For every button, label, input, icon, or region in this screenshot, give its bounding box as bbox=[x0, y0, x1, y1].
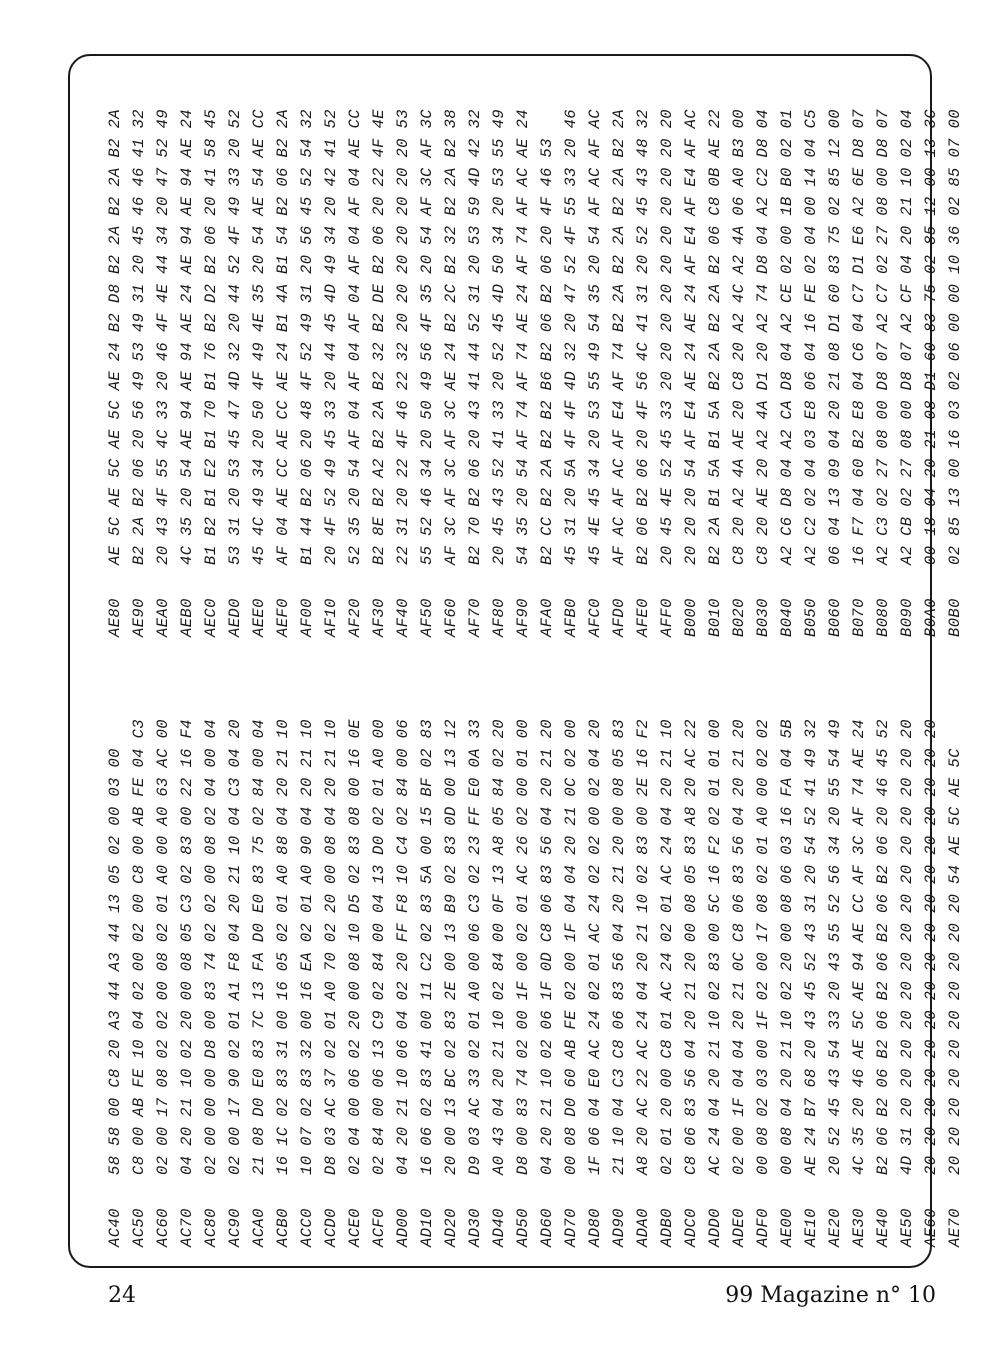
row-address: ACA0 bbox=[250, 1208, 268, 1247]
listing-row bbox=[559, 109, 583, 637]
listing-row bbox=[247, 109, 271, 637]
row-address: B070 bbox=[850, 598, 868, 637]
row-address: AF60 bbox=[442, 598, 460, 637]
listing-row bbox=[799, 719, 823, 1247]
row-bytes: 20 00 13 BC 02 83 2E 00 13 B9 02 83 0D 00 13 12 bbox=[442, 719, 460, 1175]
row-bytes: 4C 35 20 46 AE 5C AE 94 AE CC AF 3C AF 74 AE 24 bbox=[850, 719, 868, 1175]
row-address: AE90 bbox=[130, 598, 148, 637]
listing-row bbox=[799, 109, 823, 637]
row-bytes: 02 00 17 90 02 01 A1 F8 04 20 21 10 04 C3 04 20 bbox=[226, 719, 244, 1175]
row-address: AE40 bbox=[874, 1208, 892, 1247]
row-bytes: B2 CC B2 2A B2 B2 B6 B2 06 B2 06 20 4F 46 53 bbox=[538, 138, 556, 565]
row-address: AC90 bbox=[226, 1208, 244, 1247]
row-address: AFA0 bbox=[538, 598, 556, 637]
row-address: B0B0 bbox=[946, 598, 964, 637]
row-address: AE50 bbox=[898, 1208, 916, 1247]
row-address: AD50 bbox=[514, 1208, 532, 1247]
row-address: AC60 bbox=[154, 1208, 172, 1247]
row-bytes: 00 18 04 20 21 08 D1 60 83 75 02 85 12 00 13 3C bbox=[922, 109, 940, 565]
row-address: AD10 bbox=[418, 1208, 436, 1247]
listing-row bbox=[127, 109, 151, 637]
row-bytes: 45 31 20 5A 4F 4F 4D 32 20 47 52 4F 55 33 20 46 bbox=[562, 109, 580, 565]
listing-row bbox=[151, 719, 175, 1247]
row-address: AEC0 bbox=[202, 598, 220, 637]
row-bytes: 1F 06 04 E0 AC 24 02 01 AC 24 02 02 00 02 04 20 bbox=[586, 719, 604, 1175]
row-bytes: 45 4E 45 34 20 53 55 49 54 35 20 54 AF AC AF AC bbox=[586, 109, 604, 565]
row-address: AC70 bbox=[178, 1208, 196, 1247]
row-bytes: 04 20 21 10 02 20 00 08 05 C3 02 83 00 22 16 F4 bbox=[178, 719, 196, 1175]
row-bytes: 54 35 20 54 AF 74 AF 74 AE 24 AF 74 AF AC AE 24 bbox=[514, 109, 532, 565]
row-bytes: 58 58 00 C8 20 A3 44 A3 44 13 05 02 00 03 00 bbox=[106, 748, 124, 1175]
listing-row bbox=[535, 719, 559, 1247]
row-bytes: C8 00 AB FE 10 04 02 00 02 00 C8 00 AB FE 04 C3 bbox=[130, 719, 148, 1175]
row-address: ADB0 bbox=[658, 1208, 676, 1247]
row-address: AE20 bbox=[826, 1208, 844, 1247]
row-bytes: 52 35 20 54 AF 04 AF 04 AF 04 AF 04 AF 04 AE CC bbox=[346, 109, 364, 565]
row-bytes: A8 20 AC 22 AC 24 04 20 21 10 02 83 00 2E 16 F2 bbox=[634, 719, 652, 1175]
row-bytes: B2 2A B2 06 20 56 49 53 49 31 20 45 46 46 41 32 bbox=[130, 109, 148, 565]
listing-row bbox=[223, 109, 247, 637]
row-bytes: 55 52 46 34 20 50 49 56 4F 35 20 54 AF 3C AF 3C bbox=[418, 109, 436, 565]
row-bytes: C8 20 AE 20 A2 4A D1 20 A2 74 D8 04 A2 C2 D8 04 bbox=[754, 109, 772, 565]
listing-row bbox=[727, 719, 751, 1247]
row-bytes: 00 08 04 20 21 10 02 20 00 08 06 03 16 FA 04 5B bbox=[778, 719, 796, 1175]
row-bytes: 10 07 02 83 32 00 16 EA 02 01 A0 90 04 20 21 10 bbox=[298, 719, 316, 1175]
row-bytes: 06 04 13 09 04 20 21 08 D1 60 83 75 02 85 12 00 bbox=[826, 109, 844, 565]
row-bytes: 20 43 4F 55 4C 33 20 46 4F 4E 44 34 20 47 52 49 bbox=[154, 109, 172, 565]
listing-row bbox=[727, 109, 751, 637]
row-bytes: 53 31 20 53 45 47 4D 32 20 44 52 4F 49 33 20 52 bbox=[226, 109, 244, 565]
listing-row bbox=[127, 719, 151, 1247]
row-bytes: A2 C6 D8 04 A2 CA D8 04 A2 CE 02 00 1B B0 02 01 bbox=[778, 109, 796, 565]
listing-row bbox=[703, 109, 727, 637]
row-bytes: 00 08 D0 60 AB FE 02 00 1F 04 04 20 21 0C 02 00 bbox=[562, 719, 580, 1175]
listing-row bbox=[631, 109, 655, 637]
row-address: ADF0 bbox=[754, 1208, 772, 1247]
row-address: AD80 bbox=[586, 1208, 604, 1247]
row-address: AD70 bbox=[562, 1208, 580, 1247]
row-address: AE80 bbox=[106, 598, 124, 637]
listing-row bbox=[895, 719, 919, 1247]
listing-row bbox=[487, 109, 511, 637]
listing-row bbox=[319, 109, 343, 637]
row-address: AC40 bbox=[106, 1208, 124, 1247]
listing-row bbox=[223, 719, 247, 1247]
listing-row bbox=[823, 719, 847, 1247]
row-address: AF50 bbox=[418, 598, 436, 637]
listing-row bbox=[511, 109, 535, 637]
row-address: ACF0 bbox=[370, 1208, 388, 1247]
row-bytes: B1 B2 B1 E2 B1 70 B1 76 B2 D2 B2 06 20 41 58 45 bbox=[202, 109, 220, 565]
row-bytes: 02 04 00 06 02 20 00 08 10 D5 02 83 08 00 16 0E bbox=[346, 719, 364, 1175]
row-address: B080 bbox=[874, 598, 892, 637]
row-bytes: 16 F7 04 60 B2 E8 04 C6 04 C7 D1 E6 A2 6E D8 07 bbox=[850, 109, 868, 565]
row-bytes: B2 70 B2 06 20 43 41 44 52 31 20 53 59 4D 42 32 bbox=[466, 109, 484, 565]
row-address: AFE0 bbox=[634, 598, 652, 637]
listing-row bbox=[487, 719, 511, 1247]
row-bytes: AF 04 AE CC AE CC AE 24 B1 4A B1 54 B2 06 B2 2A bbox=[274, 109, 292, 565]
row-bytes: 20 45 43 52 41 33 20 52 45 4D 50 34 20 53 55 49 bbox=[490, 109, 508, 565]
row-bytes: 45 4C 49 34 20 50 4F 49 4E 35 20 54 AE 54 AE CC bbox=[250, 109, 268, 565]
row-bytes: 00 08 02 03 00 1F 02 00 17 08 02 01 A0 00 02 02 bbox=[754, 719, 772, 1175]
row-bytes: D8 03 AC 37 02 01 A0 70 02 20 00 08 04 20 21 10 bbox=[322, 719, 340, 1175]
listing-row bbox=[751, 109, 775, 637]
row-address: AD00 bbox=[394, 1208, 412, 1247]
listing-row bbox=[775, 719, 799, 1247]
row-address: B050 bbox=[802, 598, 820, 637]
row-bytes: 02 00 00 00 D8 00 83 74 02 02 00 08 02 04 00 04 bbox=[202, 719, 220, 1175]
listing-row bbox=[271, 109, 295, 637]
row-bytes: 02 85 13 00 16 03 02 06 00 00 10 36 02 85 07 00 bbox=[946, 109, 964, 565]
listing-row bbox=[943, 109, 967, 637]
row-bytes: 16 1C 02 83 31 00 16 05 02 01 A0 88 04 20 21 10 bbox=[274, 719, 292, 1175]
row-address: AE60 bbox=[922, 1208, 940, 1247]
row-address: ACB0 bbox=[274, 1208, 292, 1247]
row-address: ACD0 bbox=[322, 1208, 340, 1247]
listing-row bbox=[631, 719, 655, 1247]
row-address: AF40 bbox=[394, 598, 412, 637]
listing-row bbox=[319, 719, 343, 1247]
listing-row bbox=[679, 719, 703, 1247]
listing-row bbox=[415, 719, 439, 1247]
listing-row bbox=[847, 109, 871, 637]
row-bytes: A2 CB 02 27 08 00 D8 07 A2 CF 04 20 21 10 02 04 bbox=[898, 109, 916, 565]
listing-row bbox=[583, 719, 607, 1247]
row-address: AF30 bbox=[370, 598, 388, 637]
listing-row bbox=[607, 719, 631, 1247]
listing-row bbox=[439, 719, 463, 1247]
row-bytes: B2 8E B2 A2 B2 2A B2 32 B2 DE B2 06 20 22 4F 4E bbox=[370, 109, 388, 565]
row-bytes: 02 84 00 06 13 C9 02 84 00 04 13 D0 02 01 A0 00 bbox=[370, 719, 388, 1175]
row-address: AF80 bbox=[490, 598, 508, 637]
listing-row bbox=[439, 109, 463, 637]
row-address: ADC0 bbox=[682, 1208, 700, 1247]
row-address: AD60 bbox=[538, 1208, 556, 1247]
row-address: ADE0 bbox=[730, 1208, 748, 1247]
row-bytes: 20 45 4E 52 45 33 20 20 20 20 20 20 20 20 20 20 bbox=[658, 109, 676, 565]
listing-row bbox=[367, 719, 391, 1247]
row-bytes: AE 5C AE 5C AE 5C AE 24 B2 D8 B2 2A B2 2A B2 2A bbox=[106, 109, 124, 565]
hex-listing bbox=[103, 77, 964, 1247]
listing-row bbox=[895, 109, 919, 637]
row-bytes: B2 06 B2 06 20 4F 56 4C 41 31 20 52 45 43 48 32 bbox=[634, 109, 652, 565]
row-address: AEB0 bbox=[178, 598, 196, 637]
row-address: AF10 bbox=[322, 598, 340, 637]
row-address: B010 bbox=[706, 598, 724, 637]
listing-row bbox=[343, 109, 367, 637]
listing-row bbox=[919, 109, 943, 637]
listing-row bbox=[367, 109, 391, 637]
row-address: B060 bbox=[826, 598, 844, 637]
row-bytes: 21 10 04 C3 C8 06 83 56 04 20 21 20 00 08 05 83 bbox=[610, 719, 628, 1175]
listing-row bbox=[103, 719, 127, 1247]
row-bytes: 4D 31 20 20 20 20 20 20 20 20 20 20 20 20 20 20 bbox=[898, 719, 916, 1175]
row-bytes: B2 2A B1 5A B1 5A B2 2A B2 2A B2 06 C8 0B AE 22 bbox=[706, 109, 724, 565]
row-address: ACC0 bbox=[298, 1208, 316, 1247]
row-address: AD90 bbox=[610, 1208, 628, 1247]
listing-row bbox=[199, 109, 223, 637]
row-address: AC80 bbox=[202, 1208, 220, 1247]
listing-row bbox=[199, 719, 223, 1247]
row-address: ADA0 bbox=[634, 1208, 652, 1247]
listing-row bbox=[247, 719, 271, 1247]
listing-row bbox=[271, 719, 295, 1247]
row-address: AFC0 bbox=[586, 598, 604, 637]
row-bytes: B1 44 B2 06 20 48 4F 52 49 31 20 56 45 52 54 32 bbox=[298, 109, 316, 565]
row-address: AEA0 bbox=[154, 598, 172, 637]
listing-row bbox=[391, 109, 415, 637]
row-bytes: D8 00 83 74 02 00 1F 00 02 01 AC 26 02 00 01 00 bbox=[514, 719, 532, 1175]
row-bytes: AF AC AF AC AF E4 AF 74 B2 2A B2 2A B2 2A B2 2A bbox=[610, 109, 628, 565]
row-address: ACE0 bbox=[346, 1208, 364, 1247]
row-address: AC50 bbox=[130, 1208, 148, 1247]
row-bytes: 02 01 20 00 C8 01 AC 24 02 01 AC 24 04 20 21 10 bbox=[658, 719, 676, 1175]
row-address: AEE0 bbox=[250, 598, 268, 637]
row-bytes: AF 3C AF 3C AF 3C AE 24 B2 2C B2 32 B2 2A B2 38 bbox=[442, 109, 460, 565]
listing-row bbox=[679, 109, 703, 637]
row-bytes: 20 20 20 20 20 20 20 20 20 20 20 20 20 20 20 20 bbox=[922, 719, 940, 1175]
row-address: B000 bbox=[682, 598, 700, 637]
magazine-issue: 99 Magazine n° 10 bbox=[725, 1283, 936, 1308]
listing-row bbox=[919, 719, 943, 1247]
row-address: AF90 bbox=[514, 598, 532, 637]
row-bytes: A2 C2 02 04 03 E8 06 04 16 FE 02 04 00 14 04 C5 bbox=[802, 109, 820, 565]
row-address: AE00 bbox=[778, 1208, 796, 1247]
row-address: B090 bbox=[898, 598, 916, 637]
row-address: B040 bbox=[778, 598, 796, 637]
row-bytes: A2 C3 02 27 08 00 D8 07 A2 C7 02 27 08 00 D8 07 bbox=[874, 109, 892, 565]
row-address: AFF0 bbox=[658, 598, 676, 637]
row-address: AD30 bbox=[466, 1208, 484, 1247]
row-address: AE30 bbox=[850, 1208, 868, 1247]
row-address: ADD0 bbox=[706, 1208, 724, 1247]
listing-row bbox=[463, 109, 487, 637]
row-address: AE10 bbox=[802, 1208, 820, 1247]
row-bytes: 04 20 21 10 02 06 1F 0D C8 06 83 56 04 20 21 20 bbox=[538, 719, 556, 1175]
listing-row bbox=[943, 719, 967, 1247]
listing-row bbox=[463, 719, 487, 1247]
listing-row bbox=[607, 109, 631, 637]
row-bytes: 22 31 20 22 4F 46 22 32 20 20 20 20 20 20 20 53 bbox=[394, 109, 412, 565]
row-bytes: AE 24 B7 68 20 43 45 52 43 31 20 54 52 41 49 32 bbox=[802, 719, 820, 1175]
listing-row bbox=[415, 109, 439, 637]
listing-row bbox=[775, 109, 799, 637]
listing-row bbox=[703, 719, 727, 1247]
row-bytes: C8 06 83 56 04 20 21 20 00 08 05 83 A8 20 AC 22 bbox=[682, 719, 700, 1175]
listing-row bbox=[391, 719, 415, 1247]
row-address: AE70 bbox=[946, 1208, 964, 1247]
row-bytes: 20 52 45 43 54 33 20 43 55 52 56 34 20 55 54 49 bbox=[826, 719, 844, 1175]
row-bytes: 20 4F 52 49 45 33 20 44 45 4D 49 34 20 42 41 52 bbox=[322, 109, 340, 565]
row-bytes: A0 43 04 20 21 10 02 84 00 0F 13 A8 05 84 02 20 bbox=[490, 719, 508, 1175]
row-bytes: 20 20 20 20 20 20 20 20 20 20 54 AE 5C AE 5C bbox=[946, 748, 964, 1175]
listing-row bbox=[343, 719, 367, 1247]
row-address: B030 bbox=[754, 598, 772, 637]
row-bytes: 16 06 02 83 41 00 11 C2 02 83 5A 00 15 BF 02 83 bbox=[418, 719, 436, 1175]
listing-row bbox=[151, 109, 175, 637]
listing-row bbox=[175, 109, 199, 637]
listing-row bbox=[559, 719, 583, 1247]
row-address: AF00 bbox=[298, 598, 316, 637]
row-address: AD20 bbox=[442, 1208, 460, 1247]
listing-row bbox=[511, 719, 535, 1247]
row-address: AF70 bbox=[466, 598, 484, 637]
listing-row bbox=[655, 719, 679, 1247]
row-address: AED0 bbox=[226, 598, 244, 637]
listing-column-left bbox=[103, 719, 967, 1247]
row-bytes: D9 03 AC 33 02 01 A0 00 06 C3 02 23 FF E0 0A 33 bbox=[466, 719, 484, 1175]
row-address: AD40 bbox=[490, 1208, 508, 1247]
listing-row bbox=[751, 719, 775, 1247]
row-bytes: C8 20 A2 4A AE 20 C8 20 A2 4C A2 4A 06 A0 B3 00 bbox=[730, 109, 748, 565]
listing-column-right bbox=[103, 109, 967, 637]
row-bytes: 04 20 21 10 06 04 02 20 FF F8 10 C4 02 84 00 06 bbox=[394, 719, 412, 1175]
listing-row bbox=[583, 109, 607, 637]
row-address: B020 bbox=[730, 598, 748, 637]
listing-row bbox=[175, 719, 199, 1247]
row-bytes: AC 24 04 20 21 10 02 83 00 5C 16 F2 02 01 01 00 bbox=[706, 719, 724, 1175]
listing-row bbox=[295, 719, 319, 1247]
row-address: B0A0 bbox=[922, 598, 940, 637]
row-address: AFD0 bbox=[610, 598, 628, 637]
row-bytes: B2 06 B2 06 B2 06 B2 06 B2 06 B2 06 20 46 45 52 bbox=[874, 719, 892, 1175]
row-address: AEF0 bbox=[274, 598, 292, 637]
listing-row bbox=[655, 109, 679, 637]
row-bytes: 02 00 17 08 02 02 00 08 02 01 A0 00 A0 63 AC 00 bbox=[154, 719, 172, 1175]
row-address: AFB0 bbox=[562, 598, 580, 637]
listing-row bbox=[847, 719, 871, 1247]
listing-row bbox=[871, 109, 895, 637]
page-number: 24 bbox=[108, 1283, 136, 1308]
row-bytes: 02 00 1F 04 04 20 21 0C C8 06 83 56 04 20 21 20 bbox=[730, 719, 748, 1175]
row-bytes: 20 20 20 54 AF E4 AE 24 AE 24 AF E4 AF E4 AF AC bbox=[682, 109, 700, 565]
row-bytes: 21 08 D0 E0 83 7C 13 FA D0 E0 83 75 02 84 00 04 bbox=[250, 719, 268, 1175]
listing-row bbox=[103, 109, 127, 637]
listing-row bbox=[871, 719, 895, 1247]
listing-row bbox=[823, 109, 847, 637]
listing-row bbox=[535, 109, 559, 637]
listing-row bbox=[295, 109, 319, 637]
row-bytes: 4C 35 20 54 AE 94 AE 94 AE 24 AE 94 AE 94 AE 24 bbox=[178, 109, 196, 565]
row-address: AF20 bbox=[346, 598, 364, 637]
